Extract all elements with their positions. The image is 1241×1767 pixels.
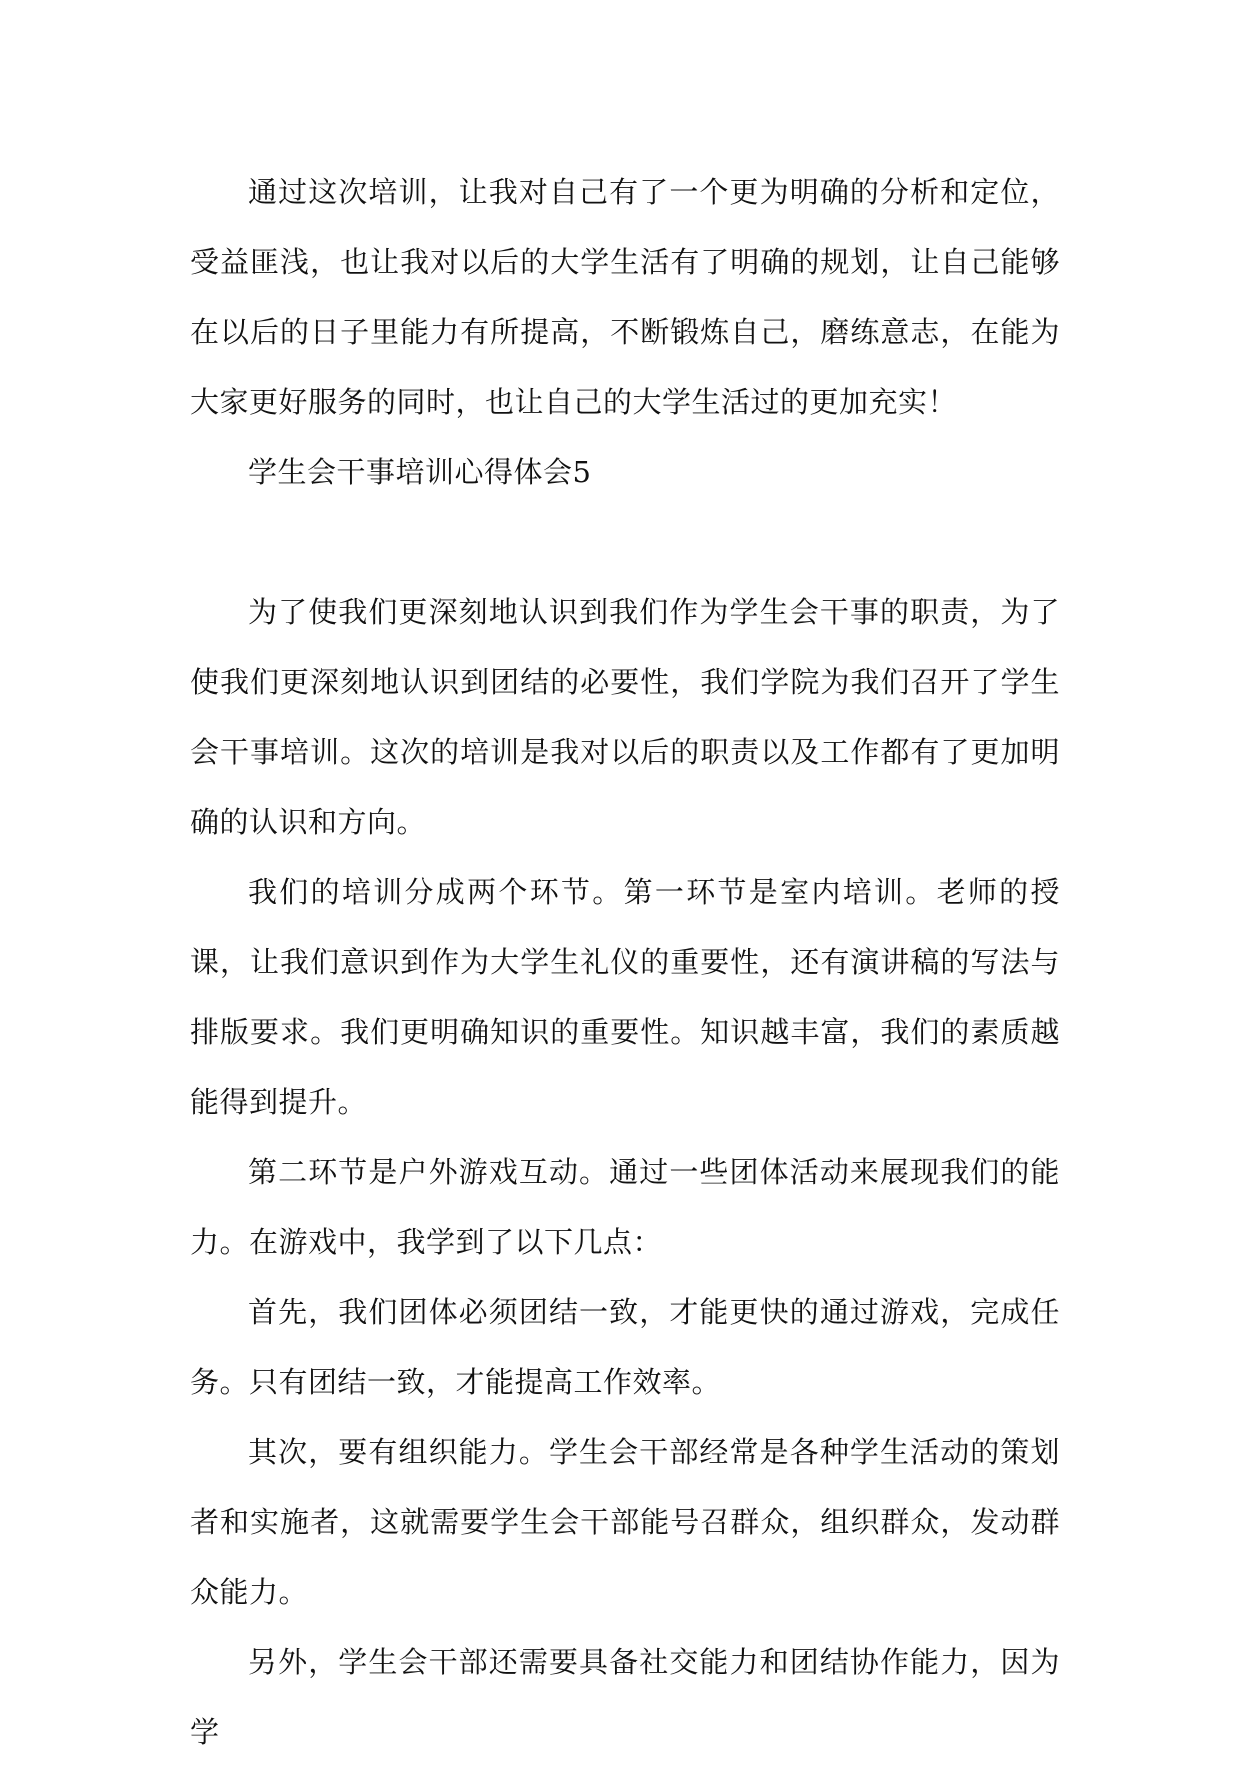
- paragraph-intro: 为了使我们更深刻地认识到我们作为学生会干事的职责，为了使我们更深刻地认识到团结的必要性，我们学院为我们召开了学生会干事培训。这次的培训是我对以后的职责以及工作都有了更加明确的认识和方向。: [190, 595, 1060, 839]
- paragraph-outdoor-games: 第二环节是户外游戏互动。通过一些团体活动来展现我们的能力。在游戏中，我学到了以下几点：: [190, 1155, 1060, 1259]
- paragraph-conclusion: 通过这次培训，让我对自己有了一个更为明确的分析和定位，受益匪浅，也让我对以后的大学生活有了明确的规划，让自己能够在以后的日子里能力有所提高，不断锻炼自己，磨练意志，在能为大家更好服务的同时，也让自己的大学生活过的更加充实！: [190, 175, 1060, 419]
- paragraph-first-point: 首先，我们团体必须团结一致，才能更快的通过游戏，完成任务。只有团结一致，才能提高工作效率。: [190, 1295, 1060, 1399]
- section-title: 学生会干事培训心得体会5: [248, 455, 592, 489]
- paragraph-second-point: 其次，要有组织能力。学生会干部经常是各种学生活动的策划者和实施者，这就需要学生会干部能号召群众，组织群众，发动群众能力。: [190, 1435, 1060, 1609]
- paragraph-third-point: 另外，学生会干部还需要具备社交能力和团结协作能力，因为学: [190, 1645, 1060, 1749]
- paragraph-training-parts: 我们的培训分成两个环节。第一环节是室内培训。老师的授课，让我们意识到作为大学生礼仪的重要性，还有演讲稿的写法与排版要求。我们更明确知识的重要性。知识越丰富，我们的素质越能得到提升。: [190, 875, 1060, 1119]
- document-body: [190, 157, 1060, 1767]
